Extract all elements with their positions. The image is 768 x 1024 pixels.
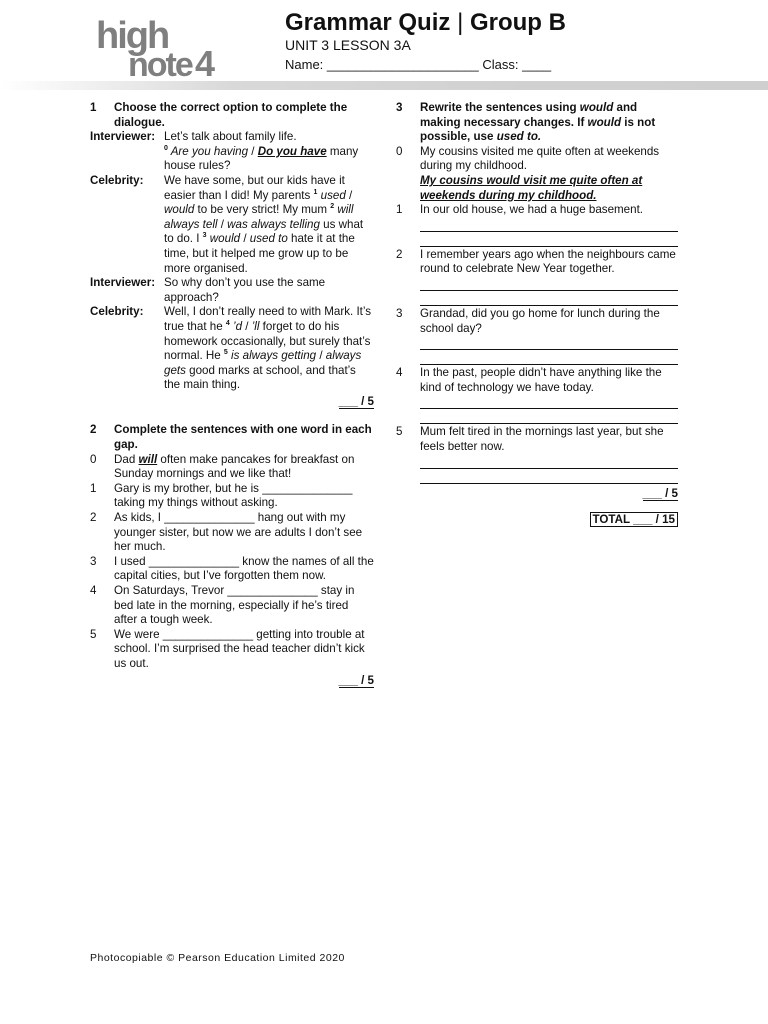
dialogue-text — [164, 130, 374, 174]
title-quiz: Grammar Quiz — [285, 9, 451, 36]
gap-fill-item — [90, 555, 374, 584]
item-number: 2 — [90, 511, 97, 525]
example-item — [396, 145, 678, 203]
text-run: hate it at the time, but it helped me grow up to be more organised. — [164, 232, 355, 275]
text-run: Well, I don’t really need to with Mark. It’s true that he — [164, 305, 372, 333]
text-run: / — [217, 217, 228, 231]
title-group: Group B — [469, 9, 566, 36]
option-text[interactable]: will always tell — [164, 203, 354, 231]
text-run: good marks at school, and that’s the main thing. — [164, 363, 356, 392]
item-text: In the past, people didn’t have anything like the kind of technology we have today. — [420, 366, 662, 394]
item-number: 2 — [396, 247, 403, 261]
text-run: I used ______________ know the names of all the capital cities, but I’ve forgotten them now. — [114, 554, 374, 583]
item-number: 3 — [90, 554, 97, 568]
name-blank[interactable]: _____________________ — [326, 57, 479, 72]
text-run: Let’s talk about family life. — [164, 130, 297, 144]
text-run: / — [242, 319, 252, 333]
option-text[interactable]: would — [579, 101, 614, 114]
gap-number: 5 — [223, 349, 228, 357]
item-text[interactable] — [114, 453, 374, 482]
rewrite-item — [396, 425, 678, 484]
answer-line[interactable] — [420, 455, 678, 469]
rewrite-item — [396, 307, 678, 366]
item-number: 0 — [90, 452, 97, 466]
item-number: 5 — [90, 627, 97, 641]
speaker-label: Celebrity: — [90, 173, 144, 187]
gap-fill-item — [90, 511, 374, 555]
header-divider — [0, 81, 768, 90]
text-run: We have some, but our kids have it easier than I did! My parents — [164, 173, 345, 202]
item-number: 0 — [396, 144, 403, 158]
exercise-number: 1 — [90, 101, 97, 114]
answer-line[interactable] — [420, 233, 678, 247]
class-blank[interactable]: ____ — [522, 57, 552, 72]
logo-number: 4 — [195, 43, 216, 80]
text-run: / — [316, 349, 326, 363]
name-label: Name: — [285, 57, 324, 72]
dialogue-text — [164, 305, 374, 393]
total-box: TOTAL ___ / 15 — [590, 512, 678, 527]
speaker-label: Interviewer: — [90, 130, 156, 144]
name-class-row — [285, 57, 551, 73]
exercise-2-score — [90, 674, 374, 689]
exercise-instruction: Choose the correct option to complete the dialogue. — [114, 101, 348, 129]
dialogue-text — [164, 174, 374, 276]
option-text[interactable]: is always getting — [227, 349, 317, 363]
text-run: / — [240, 232, 250, 246]
right-column — [396, 101, 678, 528]
gap-fill-item — [90, 453, 374, 482]
text-run: is not possible, use — [420, 115, 656, 144]
exercise-3-score — [396, 487, 678, 502]
answer-line[interactable] — [420, 410, 678, 424]
option-text[interactable]: would — [164, 203, 195, 217]
text-run: / — [345, 188, 353, 202]
text-run: Gary is my brother, but he is ______________ taking my things without asking. — [114, 481, 353, 510]
exercise-1-dialogue — [90, 130, 374, 393]
option-text[interactable]: used — [317, 188, 346, 202]
item-text[interactable] — [114, 628, 374, 672]
gap-number: 2 — [330, 203, 335, 211]
text-run: / — [248, 144, 258, 158]
answer-line[interactable] — [420, 292, 678, 306]
page-title — [285, 8, 566, 38]
left-column — [90, 101, 374, 688]
item-number: 4 — [90, 584, 97, 597]
exercise-3-heading — [396, 101, 678, 145]
score-box: ___ / 5 — [338, 394, 374, 408]
score-box: ___ / 5 — [338, 673, 374, 687]
gap-fill-item — [90, 584, 374, 628]
rewrite-item — [396, 366, 678, 425]
text-run: Rewrite the sentences using — [420, 101, 580, 114]
option-text[interactable]: ’ll — [251, 319, 260, 333]
item-text[interactable] — [114, 482, 374, 511]
option-text: will — [138, 452, 158, 466]
total-score — [396, 513, 678, 528]
rewrite-item — [396, 203, 678, 248]
logo-word-note: note — [128, 46, 192, 80]
copyright-footer: Photocopiable © Pearson Education Limited 2020 — [90, 952, 345, 964]
answer-line[interactable] — [420, 470, 678, 484]
title-separator: | — [457, 9, 464, 36]
text-run: On Saturdays, Trevor ______________ stay in bed late in the morning, especially if he’s tired after a tough week. — [114, 584, 355, 627]
option-text[interactable]: ’d — [229, 319, 243, 333]
item-number: 1 — [396, 203, 403, 217]
exercise-3-items — [396, 203, 678, 484]
answer-line[interactable] — [420, 336, 678, 350]
answer-line[interactable] — [420, 395, 678, 409]
text-run: often make pancakes for breakfast on Sunday mornings and we like that! — [114, 452, 355, 481]
text-run: Dad — [114, 452, 139, 466]
dialogue-line — [90, 276, 374, 305]
item-number: 3 — [396, 306, 403, 320]
exercise-2-items — [90, 453, 374, 672]
exercise-1-score — [90, 395, 374, 410]
option-text[interactable]: Are you having — [167, 144, 249, 158]
answer-line[interactable] — [420, 218, 678, 232]
item-text: Mum felt tired in the mornings last year, but she feels better now. — [420, 425, 664, 453]
exercise-number: 2 — [90, 423, 97, 437]
exercise-instruction — [420, 101, 678, 145]
item-number: 5 — [396, 425, 403, 439]
dialogue-line — [90, 174, 374, 276]
speaker-label: Interviewer: — [90, 276, 156, 290]
exercise-2-heading — [90, 423, 374, 452]
gap-number: 3 — [202, 232, 207, 240]
item-text: My cousins visited me quite often at weekends during my childhood. — [420, 144, 660, 173]
gap-number: 4 — [225, 320, 230, 328]
item-text[interactable] — [114, 511, 374, 555]
item-text: Grandad, did you go home for lunch during the school day? — [420, 306, 660, 335]
lesson-subtitle: UNIT 3 LESSON 3A — [285, 37, 411, 53]
option-text[interactable]: was always telling — [227, 217, 320, 231]
option-text[interactable]: always gets — [164, 349, 362, 377]
answer-line[interactable] — [420, 277, 678, 291]
dialogue-line — [90, 305, 374, 393]
score-box: ___ / 5 — [642, 486, 678, 500]
item-number: 1 — [90, 481, 97, 495]
text-run: and making necessary changes. If — [420, 101, 638, 129]
logo-word-high: high — [96, 15, 169, 57]
dialogue-text — [164, 276, 374, 305]
text-run: many house rules? — [164, 144, 359, 173]
gap-number: 0 — [164, 144, 168, 152]
text-run: We were ______________ getting into trouble at school. I’m surprised the head teacher didn’t kick us out. — [114, 627, 365, 670]
text-run: us what to do. I — [164, 217, 364, 246]
rewrite-item — [396, 248, 678, 307]
text-run: to be very strict! My mum — [194, 203, 331, 217]
exercise-number: 3 — [396, 101, 403, 114]
option-text[interactable]: Do you have — [257, 144, 327, 158]
exercise-1-heading — [90, 101, 374, 130]
gap-fill-item — [90, 482, 374, 511]
speaker-label: Celebrity: — [90, 305, 144, 319]
option-text[interactable]: used to. — [496, 130, 542, 144]
class-label: Class: — [482, 57, 519, 72]
dialogue-line — [90, 130, 374, 174]
item-text: I remember years ago when the neighbours came round to celebrate New Year together. — [420, 247, 676, 276]
item-text[interactable] — [114, 555, 374, 584]
option-text[interactable]: would — [206, 232, 241, 246]
high-note-4-logo — [96, 14, 226, 80]
option-text[interactable]: would — [587, 115, 622, 129]
example-answer: My cousins would visit me quite often at weekends during my childhood. — [420, 173, 643, 202]
item-text[interactable] — [114, 584, 374, 628]
option-text[interactable]: used to — [249, 232, 288, 246]
text-run: So why don’t you use the same approach? — [164, 276, 326, 304]
text-run: forget to do his homework occasionally, but surely that’s normal. He — [164, 319, 371, 363]
text-run: As kids, I ______________ hang out with my younger sister, but now we are adults I don’t see her much. — [114, 511, 363, 554]
item-text: In our old house, we had a huge basement. — [420, 203, 644, 217]
exercise-instruction: Complete the sentences with one word in each gap. — [114, 423, 372, 452]
item-number: 4 — [396, 366, 403, 380]
answer-line[interactable] — [420, 351, 678, 365]
gap-number: 1 — [313, 188, 318, 196]
gap-fill-item — [90, 628, 374, 672]
